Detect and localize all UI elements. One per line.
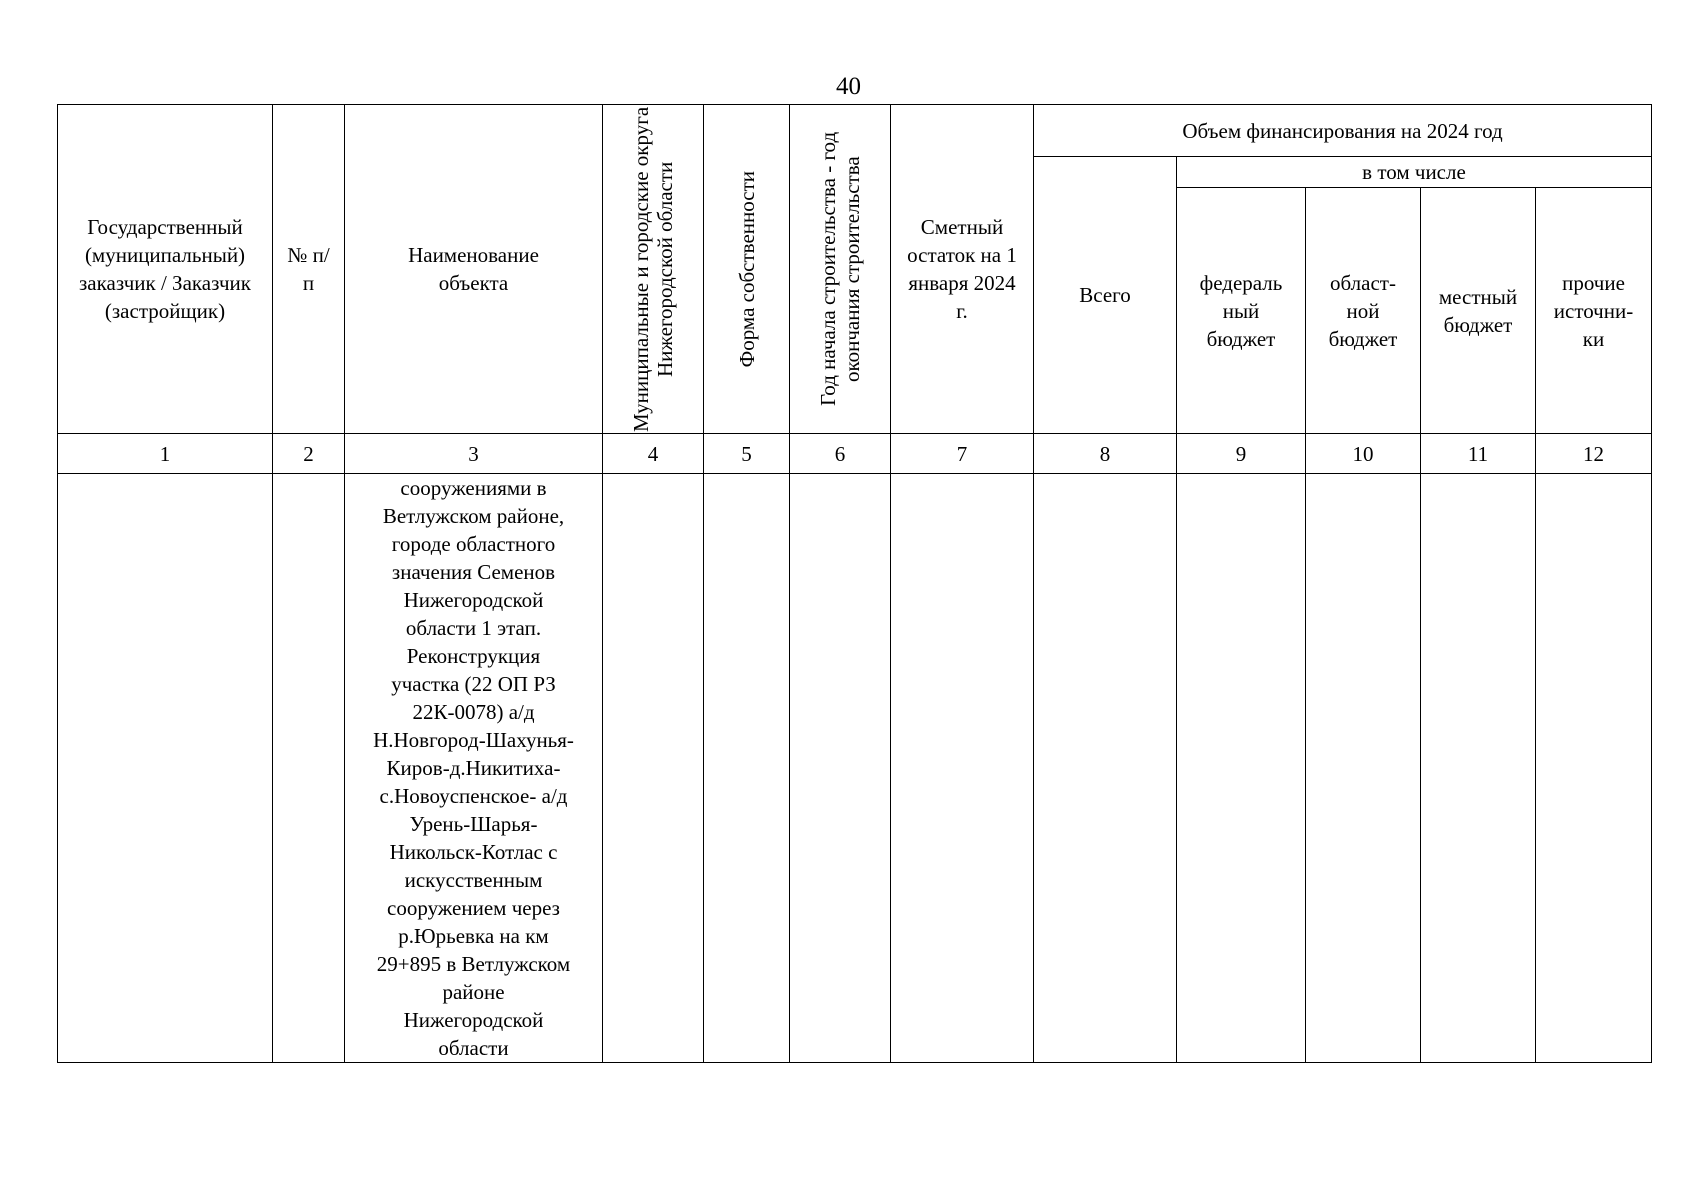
header-total: Всего (1034, 157, 1177, 434)
header-other-sources: прочие источни- ки (1536, 188, 1652, 434)
column-number: 10 (1306, 434, 1421, 474)
cell-municipal-district (603, 474, 704, 1063)
column-number-row (58, 434, 1652, 474)
column-number: 7 (891, 434, 1034, 474)
header-municipal-districts-text: Муниципальные и городские округа Нижегородской области (629, 106, 677, 432)
table-row (58, 474, 1652, 1063)
cell-federal-budget (1177, 474, 1306, 1063)
header-object-name: Наименование объекта (345, 105, 603, 434)
column-number: 1 (58, 434, 273, 474)
cell-total (1034, 474, 1177, 1063)
column-number: 11 (1421, 434, 1536, 474)
header-row-1 (58, 105, 1652, 157)
cell-estimate-remainder (891, 474, 1034, 1063)
header-ownership-form-text: Форма собственности (734, 170, 759, 368)
header-local-budget: местный бюджет (1421, 188, 1536, 434)
header-construction-years (790, 105, 891, 434)
column-number: 5 (704, 434, 790, 474)
investment-table (57, 104, 1652, 1063)
header-ownership-form (704, 105, 790, 434)
header-municipal-districts (603, 105, 704, 434)
cell-regional-budget (1306, 474, 1421, 1063)
column-number: 2 (273, 434, 345, 474)
cell-number (273, 474, 345, 1063)
header-financing-volume: Объем финансирования на 2024 год (1034, 105, 1652, 157)
header-estimate-remainder: Сметный остаток на 1 января 2024 г. (891, 105, 1034, 434)
column-number: 6 (790, 434, 891, 474)
column-number: 3 (345, 434, 603, 474)
page-number: 40 (836, 73, 861, 100)
header-regional-budget: област- ной бюджет (1306, 188, 1421, 434)
header-construction-years-text: Год начала строительства - год окончания строительства (816, 131, 864, 407)
cell-ownership-form (704, 474, 790, 1063)
cell-customer (58, 474, 273, 1063)
header-customer: Государственный (муниципальный) заказчик / Заказчик (застройщик) (58, 105, 273, 434)
cell-construction-years (790, 474, 891, 1063)
cell-other-sources (1536, 474, 1652, 1063)
column-number: 9 (1177, 434, 1306, 474)
cell-local-budget (1421, 474, 1536, 1063)
column-number: 12 (1536, 434, 1652, 474)
header-federal-budget: федераль ный бюджет (1177, 188, 1306, 434)
column-number: 8 (1034, 434, 1177, 474)
cell-object-name: сооружениями в Ветлужском районе, городе областного значения Семенов Нижегородской области 1 этап. Реконструкция участка (22 ОП РЗ 22К-0078) а/д Н.Новгород-Шахунья- Киров-д.Никитиха- с.Новоуспенское- а/д Урень-Шарья- Никольск-Котлас с искусственным сооружением через р.Юрьевка на км 29+895 в Ветлужском районе Нижегородской области (345, 474, 603, 1063)
header-number: № п/п (273, 105, 345, 434)
column-number: 4 (603, 434, 704, 474)
header-including: в том числе (1177, 157, 1652, 188)
